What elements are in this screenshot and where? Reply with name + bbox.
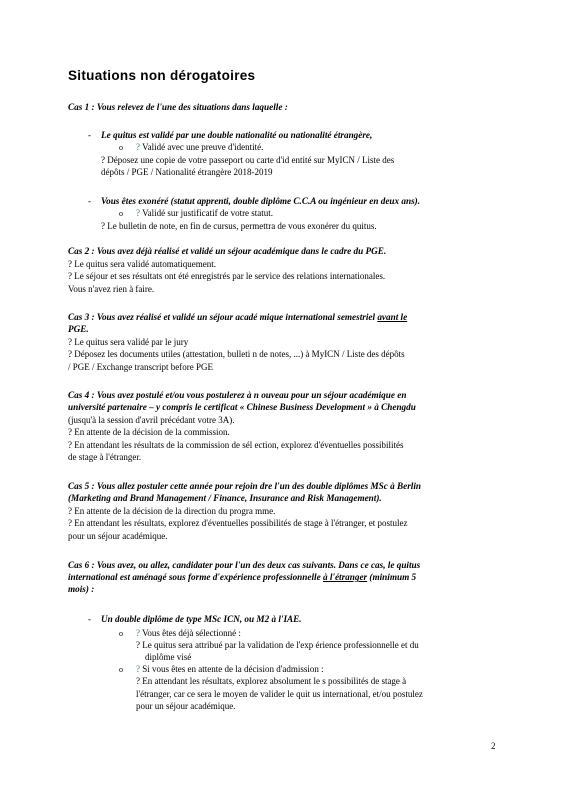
case-3-line-2: ? Déposez les documents utiles (attestation, bulleti n de notes, ...) à MyICN / Liste des dépôts xyxy=(68,349,405,359)
case-5-title-1: Cas 5 : Vous allez postuler cette année pour rejoin dre l'un des double diplômes MSc à Berlin xyxy=(68,481,421,491)
case-6-sub-1-line-1: ? Le quitus sera attribué par la validation de l'exp érience professionnelle et du xyxy=(136,640,419,650)
case-2-title: Cas 2 : Vous avez déjà réalisé et validé un séjour académique dans le cadre du PGE. xyxy=(68,246,387,256)
case-4-line-1: (jusqu'à la session d'avril précédant votre 3A). xyxy=(68,415,235,425)
case-6-sub-1: ? Vous êtes déjà sélectionné : xyxy=(136,628,241,638)
case-3-title-underlined: avant le xyxy=(377,312,408,322)
case-3-title-end: PGE. xyxy=(68,324,89,335)
case-5-line-2: ? En attendant les résultats, explorez d'éventuelles possibilités de stage à l'étranger, et postulez xyxy=(68,518,408,528)
case-6-sub-2-line-1: ? En attendant les résultats, explorez absolument le s possibilités de stage à xyxy=(136,676,407,686)
question-mark-glyph: ? xyxy=(136,208,140,218)
case-3-title xyxy=(68,311,498,335)
case-6-title-end: (minimum 5 xyxy=(369,572,417,582)
page-number: 2 xyxy=(491,741,496,751)
case-1-item-2-line-1: ? Le bulletin de note, en fin de cursus, permettra de vous exonérer du quitus. xyxy=(101,221,377,231)
case-6-sub-2-line-2: l'étranger, car ce sera le moyen de valider le quit us international, et/ou postulez xyxy=(136,689,423,699)
case-6-sub-1-line-2: diplôme visé xyxy=(145,652,192,662)
case-6-sub-2-line-3: pour un séjour académique. xyxy=(136,701,236,711)
circle-bullet: o xyxy=(119,143,123,152)
case-5-line-1: ? En attente de la décision de la direction du progra mme. xyxy=(68,506,276,516)
case-2-line-1: ? Le quitus sera validé automatiquement. xyxy=(68,259,216,269)
dash-bullet: - xyxy=(88,196,91,206)
case-1-item-2: Vous êtes exonéré (statut apprenti, double diplôme C.C.A ou ingénieur en deux ans). xyxy=(101,196,421,206)
case-1-item-1-sub: ? Validé avec une preuve d'identité. xyxy=(136,142,264,152)
case-1-item-1-line-2: dépôts / PGE / Nationalité étrangère 2018-2019 xyxy=(101,167,273,177)
case-4-title-1: Cas 4 : Vous avez postulé et/ou vous postulerez à n ouveau pour un séjour académique en xyxy=(68,390,407,400)
circle-bullet: o xyxy=(119,665,123,674)
case-6-sub-2: ? Si vous êtes en attente de la décision d'admission : xyxy=(136,664,324,674)
case-6-item: Un double diplôme de type MSc ICN, ou M2 à l'IAE. xyxy=(101,614,302,624)
circle-bullet: o xyxy=(119,209,123,218)
case-3-line-1: ? Le quitus sera validé par le jury xyxy=(68,337,189,347)
case-1-item-1-line-1: ? Déposez une copie de votre passeport ou carte d'id entité sur MyICN / Liste des xyxy=(101,155,395,165)
case-5-title-2: (Marketing and Brand Management / Finance, Insurance and Risk Management). xyxy=(68,493,382,503)
case-2-line-3: Vous n'avez rien à faire. xyxy=(68,284,155,294)
case-3-title-text: Cas 3 : Vous avez réalisé et validé un séjour acadé mique international semestriel xyxy=(68,312,376,322)
case-4-line-2: ? En attente de la décision de la commission. xyxy=(68,427,230,437)
case-6-title-underlined: à l'étranger xyxy=(322,572,368,582)
case-1-item-1: Le quitus est validé par une double nationalité ou nationalité étrangère, xyxy=(101,130,373,140)
dash-bullet: - xyxy=(88,130,91,140)
case-5-line-3: pour un séjour académique. xyxy=(68,531,168,541)
case-4-title-2: université partenaire – y compris le certificat « Chinese Business Development » à Chengdu xyxy=(68,402,416,412)
case-6-title-2 xyxy=(68,571,498,583)
case-4-line-4: de stage à l'étranger. xyxy=(68,452,142,462)
case-4-line-3: ? En attendant les résultats de la commission de sél ection, explorez d'éventuelles possibilités xyxy=(68,440,404,450)
case-1-title: Cas 1 : Vous relevez de l'une des situations dans laquelle : xyxy=(68,102,288,112)
case-6-title-1: Cas 6 : Vous avez, ou allez, candidater pour l'un des deux cas suivants. Dans ce cas, le quitus xyxy=(68,560,421,570)
case-3-line-3: / PGE / Exchange transcript before PGE xyxy=(68,362,213,372)
circle-bullet: o xyxy=(119,629,123,638)
dash-bullet: - xyxy=(88,614,91,624)
case-2-line-2: ? Le séjour et ses résultats ont été enregistrés par le service des relations internationales. xyxy=(68,271,386,281)
case-6-title-text: international est aménagé sous forme d'expérience professionnelle xyxy=(68,572,321,582)
question-mark-glyph: ? xyxy=(136,664,140,674)
case-6-title-3: mois) : xyxy=(68,584,95,594)
case-1-item-2-sub: ? Validé sur justificatif de votre statut. xyxy=(136,208,274,218)
question-mark-glyph: ? xyxy=(136,142,140,152)
question-mark-glyph: ? xyxy=(136,628,140,638)
section-heading: Situations non dérogatoires xyxy=(68,68,256,83)
